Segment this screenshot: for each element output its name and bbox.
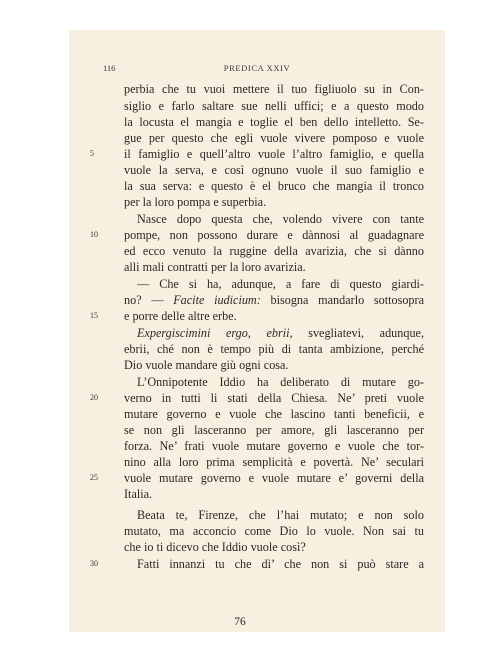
text-line: ed ecco venuto la ruggine della avarizia, che si dànno xyxy=(124,244,424,258)
body-text xyxy=(69,30,445,632)
text-line: verno in tutti li stati della Chiesa. Ne’ preti vuole xyxy=(124,391,424,405)
line-number: 10 xyxy=(90,230,98,239)
text-line: mutato, ma acconcio come Dio lo vuole. Non sai tu xyxy=(124,524,424,538)
book-page xyxy=(69,30,445,632)
line-number: 20 xyxy=(90,393,98,402)
text-line: e porre delle altre erbe. xyxy=(124,309,237,323)
text-line: Expergiscimini ergo, ebrii, svegliatevi, adunque, xyxy=(137,326,424,340)
text-line: mutare governo e vuole che lascino tanti beneficii, e xyxy=(124,407,424,421)
text-line: Italia. xyxy=(124,487,153,501)
text-line: nino alla loro prima semplicità e povertà. Ne’ seculari xyxy=(124,455,424,469)
text-line: vuole mutare governo e vuole mutare e’ governi della xyxy=(124,471,424,485)
line-number: 25 xyxy=(90,473,98,482)
text-line: pompe, non possono durare e dànnosi al guadagnare xyxy=(124,228,424,242)
text-line: Beata te, Firenze, che l’hai mutato; e non solo xyxy=(137,508,424,522)
text-line: L’Onnipotente Iddio ha deliberato di mutare go- xyxy=(137,375,424,389)
text-line: che io ti dicevo che Iddio vuole così? xyxy=(124,540,306,554)
text-line: Nasce dopo questa che, volendo vivere con tante xyxy=(137,212,424,226)
text-line: ebrii, ché non è tempo più di tanta ambizione, perché xyxy=(124,342,424,356)
text-line: vuole la serva, e così ognuno vuole il suo famiglio e xyxy=(124,163,424,177)
running-title: PREDICA XXIV xyxy=(223,63,291,73)
text-line: per la loro pompa e superbia. xyxy=(124,195,267,209)
text-line: Dio vuole mandare giù ogni cosa. xyxy=(124,358,289,372)
text-line: forza. Ne’ frati vuole mutare governo e vuole che tor- xyxy=(124,439,424,453)
text-line: se non gli lasceranno per amore, gli lasceranno per xyxy=(124,423,424,437)
text-line: il famiglio e quell’altro vuole l’altro famiglio, e quella xyxy=(124,147,424,161)
text-line: Fatti innanzi tu che dì’ che non si può stare a xyxy=(137,557,424,571)
header-page-number: 116 xyxy=(103,63,116,73)
text-line: perbia che tu vuoi mettere il tuo figliuolo su in Con- xyxy=(124,82,424,96)
text-line: no? — Facite iudicium: bisogna mandarlo sottosopra xyxy=(124,293,424,307)
footer-page-number: 76 xyxy=(234,616,246,628)
text-line: la sua serva: e questo è el bruco che mangia il tronco xyxy=(124,179,424,193)
text-line: — Che si ha, adunque, a fare di questo giardi- xyxy=(137,277,424,291)
line-number: 15 xyxy=(90,311,98,320)
text-line: alli mali contratti per la loro avarizia. xyxy=(124,260,306,274)
line-number: 30 xyxy=(90,559,98,568)
text-line: gue per questo che egli vuole vivere pomposo e vuole xyxy=(124,131,424,145)
text-line: siglio e farlo saltare sue nelli uffici; e a questo modo xyxy=(124,99,424,113)
line-number: 5 xyxy=(90,149,94,158)
text-line: la locusta el mangia e toglie el ben dello intelletto. Se- xyxy=(124,115,424,129)
